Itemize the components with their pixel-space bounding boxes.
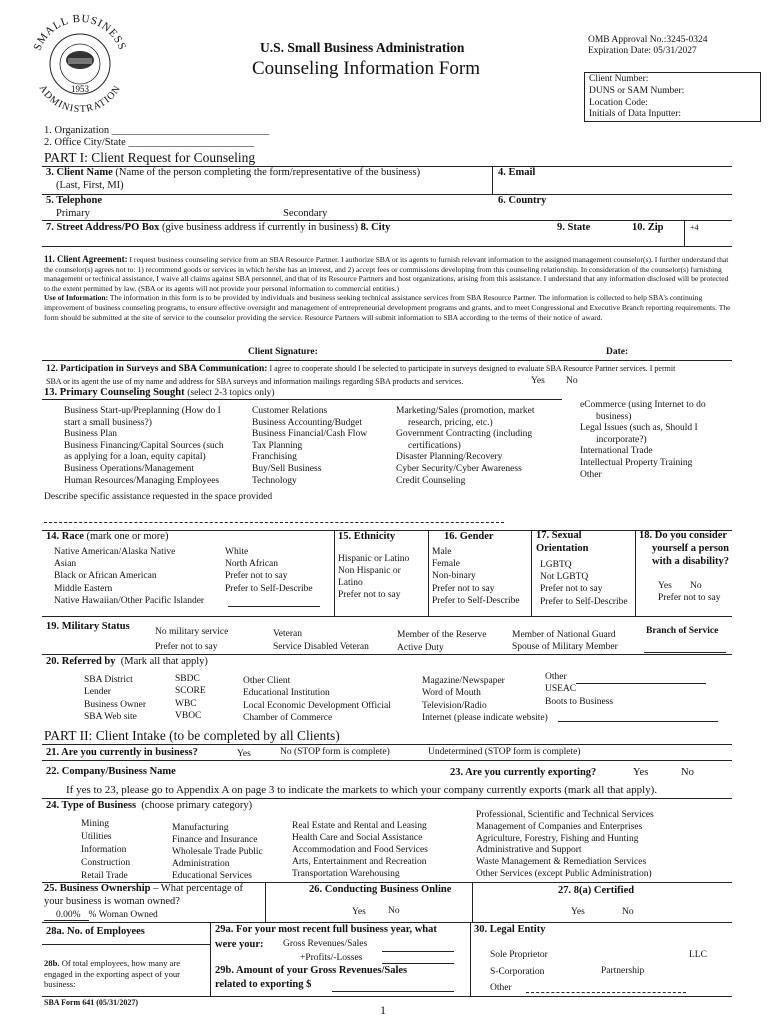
q10-zip-ext[interactable]: +4 [690, 223, 699, 232]
q30-s-corporation[interactable]: S-Corporation [490, 967, 545, 977]
q14-label: 14. Race [46, 531, 84, 542]
q19-prefer[interactable]: Prefer not to say [155, 642, 218, 652]
date-label[interactable]: Date: [606, 347, 629, 357]
q24-col3[interactable]: Real Estate and Rental and Leasing Health Care and Social Assistance Accommodation and Food Services Arts, Entertainment and Recreation Transportation Warehousing [292, 821, 428, 879]
q19-reserve[interactable]: Member of the Reserve [397, 630, 487, 640]
q7-label: 7. Street Address/PO Box [46, 222, 160, 233]
q17-label-a: 17. Sexual [536, 530, 582, 541]
q20-col2[interactable]: SBDC SCORE WBC VBOC [175, 674, 206, 722]
q26-yes[interactable]: Yes [352, 907, 366, 917]
q19-branch-label[interactable]: Branch of Service [646, 626, 719, 636]
q12-text-b: SBA or its agent the use of my name and address for SBA surveys and information mailings regarding SBA products and services. [46, 377, 464, 386]
q5-primary: Primary [56, 208, 90, 219]
q3-label: 3. Client Name [46, 167, 113, 178]
q29a-profit[interactable]: +Profits/-Losses [300, 953, 363, 963]
q18-label-a: 18. Do you consider [639, 530, 728, 541]
q25-text2: your business is woman owned? [44, 896, 180, 907]
q13-col4[interactable]: eCommerce (using Internet to do business) Legal Issues (such as, Should I incorporate?) International Trade Intellectual Property Training Other [580, 400, 706, 480]
sba-seal [24, 8, 136, 116]
q7-text: (give business address if currently in business) [162, 222, 358, 233]
agency-name: U.S. Small Business Administration [260, 40, 465, 55]
form-id: SBA Form 641 (05/31/2027) [44, 998, 138, 1007]
q24-col1[interactable]: Mining Utilities Information Construction Retail Trade [81, 819, 131, 881]
duns-label: DUNS or SAM Number: [589, 86, 685, 96]
q20-label: 20. Referred by [46, 656, 116, 667]
q23-no[interactable]: No [681, 767, 694, 778]
q18-label-b: yourself a person [652, 543, 729, 554]
q20-col5[interactable]: Other USEAC Boots to Business [545, 672, 614, 707]
q24-col2[interactable]: Manufacturing Finance and Insurance Wholesale Trade Public Administration Educational Services [172, 823, 263, 881]
expiration-date: Expiration Date: 05/31/2027 [588, 46, 697, 56]
q29a-label: 29a. For your most recent full business year, what [215, 924, 437, 935]
q3-sub: (Last, First, MI) [56, 180, 124, 191]
q12-no[interactable]: No [566, 376, 578, 386]
q24-label: 24. Type of Business [46, 800, 137, 811]
q5-telephone-label[interactable]: 5. Telephone [46, 195, 103, 206]
q19-active-duty[interactable]: Active Duty [397, 643, 444, 653]
q26-label: 26. Conducting Business Online [309, 884, 452, 895]
q21-label: 21. Are you currently in business? [46, 747, 198, 758]
office-use-box [584, 72, 761, 122]
q15-label: 15. Ethnicity [338, 531, 396, 542]
data-inputter-label: Initials of Data Inputter: [589, 109, 682, 119]
q19-spouse[interactable]: Spouse of Military Member [512, 642, 618, 652]
q20-col4[interactable]: Magazine/Newspaper Word of Mouth Television/Radio Internet (please indicate website) [422, 676, 548, 724]
q8-city-label[interactable]: 8. City [360, 222, 391, 233]
q27-yes[interactable]: Yes [571, 907, 585, 917]
client-signature-label[interactable]: Client Signature: [248, 347, 318, 357]
q3-text: (Name of the person completing the form/representative of the business) [115, 167, 421, 178]
q25-suffix: % Woman Owned [88, 910, 158, 920]
q14-col2[interactable]: White North African Prefer not to say Prefer to Self-Describe [225, 547, 313, 594]
q25-text: – What percentage of [153, 883, 244, 894]
part1-title: PART I: Client Request for Counseling [44, 150, 256, 165]
q19-no-service[interactable]: No military service [155, 627, 229, 637]
q15-options[interactable]: Hispanic or Latino Non Hispanic or Latino Prefer not to say [338, 554, 410, 600]
q18-label-c: with a disability? [652, 556, 730, 567]
client-number-label: Client Number: [589, 74, 649, 84]
q13-col1[interactable]: Business Start-up/Preplanning (How do I start a small business?) Business Plan Business Financing/Capital Sources (such as applying for a loan, equity capital) Business Operations/Management Human Resources/Managing Employees [64, 406, 224, 486]
q13-label: 13. Primary Counseling Sought [44, 387, 185, 398]
q27-label: 27. 8(a) Certified [558, 885, 635, 896]
q13-describe: Describe specific assistance requested in the space provided [44, 492, 273, 502]
q14-hint: (mark one or more) [86, 531, 169, 542]
q5-secondary: Secondary [283, 208, 328, 219]
q21-no[interactable]: No (STOP form is complete) [280, 747, 390, 757]
q21-undetermined[interactable]: Undetermined (STOP form is complete) [428, 747, 581, 757]
q30-other[interactable]: Other [490, 983, 512, 993]
q19-label: 19. Military Status [46, 621, 130, 632]
q30-llc[interactable]: LLC [689, 950, 707, 960]
q12-text-a: I agree to cooperate should I be selected to participate in surveys designed to evaluate SBA Resource Partner services. I permit [269, 364, 676, 373]
q29a-gross[interactable]: Gross Revenues/Sales [283, 939, 368, 949]
q18-prefer[interactable]: Prefer not to say [658, 593, 721, 603]
q10-zip-label[interactable]: 10. Zip [632, 222, 664, 233]
q29a-label-2: were your: [215, 939, 264, 950]
q6-country-label[interactable]: 6. Country [498, 195, 547, 206]
q13-hint: (select 2-3 topics only) [187, 388, 275, 398]
q24-col4[interactable]: Professional, Scientific and Technical Services Management of Companies and Enterprises Agriculture, Forestry, Fishing and Hunting Administrative and Support Waste Management & Remediation Services Other Services (except Public Administration) [476, 810, 654, 879]
q16-options[interactable]: Male Female Non-binary Prefer not to say Prefer to Self-Describe [432, 547, 520, 606]
q19-national-guard[interactable]: Member of National Guard [512, 630, 616, 640]
q25-percent-value[interactable]: 0.00% [44, 910, 89, 921]
q28a-label[interactable]: 28a. No. of Employees [46, 926, 145, 937]
q29b-label-2[interactable]: related to exporting $ [215, 979, 312, 990]
form-title: Counseling Information Form [252, 58, 480, 79]
office-city-state-field[interactable]: 2. Office City/State ________________________ [44, 137, 255, 148]
page-number: 1 [380, 1003, 386, 1017]
q26-no[interactable]: No [388, 906, 400, 916]
q18-yes[interactable]: Yes [658, 581, 672, 591]
q4-email-label[interactable]: 4. Email [498, 167, 536, 178]
q12-label: 12. Participation in Surveys and SBA Communication: [46, 364, 268, 374]
q20-col1[interactable]: SBA District Lender Business Owner SBA Web site [84, 675, 147, 723]
q18-no[interactable]: No [690, 581, 702, 591]
q20-hint: (Mark all that apply) [120, 656, 208, 667]
q30-label: 30. Legal Entity [474, 924, 546, 935]
q22-label[interactable]: 22. Company/Business Name [46, 766, 176, 777]
q16-label: 16. Gender [444, 531, 494, 542]
q14-col1[interactable]: Native American/Alaska Native Asian Black or African American Middle Eastern Native Hawaiian/Other Pacific Islander [54, 547, 205, 606]
q23-note: If yes to 23, please go to Appendix A on page 3 to indicate the markets to which your company currently exports (mark all that apply). [66, 784, 658, 796]
q13-col3[interactable]: Marketing/Sales (promotion, market research, pricing, etc.) Government Contracting (including certifications) Disaster Planning/Recovery Cyber Security/Cyber Awareness Credit Counseling [396, 406, 535, 486]
q24-hint: (choose primary category) [141, 800, 253, 811]
location-code-label: Location Code: [589, 98, 648, 108]
seal-top-text: SMALL BUSINESS [31, 12, 129, 53]
q11-agreement-text: 11. Client Agreement: I request business counseling service from an SBA Resource Partner. I authorize SBA or its agents to furnish relevant information to the assigned management counselor(s). I further understand that the counselor(s) agrees not to: 1) recommend goods or services in which he/she has an interest, and 2) accept fees or commissions developing from this counseling relationship. In consideration of the counselor(s) furnishing management or technical assistance, I waive all claims against SBA personnel, and that of its Resource Partners and host organizations, arising from this assistance. I understand that any information disclosed will be protected to the extent permitted by law. (SBA or its agents will not provide your personal information to commercial entities.) Use of Information: The information in this form is to be provided by individuals and business seeking technical assistance services from SBA Resource Partner. The information is collected to help SBA's continuing improvement of business counseling programs, to ensure effective oversight and management of entrepreneurial development programs and grants, and to meet Congressional and Executive Branch reporting requirements. The form should be submitted at the site of service to the counselor providing the service. Resource Partners will submit information to SBA according to the terms of their notice of award. [44, 254, 731, 322]
q28b-text[interactable]: 28b. Of total employees, how many are engaged in the exporting aspect of your business: [44, 958, 181, 990]
q19-disabled-veteran[interactable]: Service Disabled Veteran [273, 642, 369, 652]
q25-label: 25. Business Ownership [44, 883, 151, 894]
q20-col3[interactable]: Other Client Educational Institution Local Economic Development Official Chamber of Commerce [243, 676, 391, 724]
seal-year: 1953 [71, 84, 89, 94]
seal-bottom-text: ADMINISTRATION [36, 83, 124, 116]
q9-state-label[interactable]: 9. State [557, 222, 591, 233]
q21-yes[interactable]: Yes [237, 749, 251, 759]
q30-partnership[interactable]: Partnership [601, 966, 645, 976]
q13-col2[interactable]: Customer Relations Business Accounting/Budget Business Financial/Cash Flow Tax Planning Franchising Buy/Sell Business Technology [252, 406, 368, 486]
q17-label-b: Orientation [536, 543, 589, 554]
q23-label: 23. Are you currently exporting? [450, 767, 597, 778]
q30-sole-proprietor[interactable]: Sole Proprietor [490, 950, 548, 960]
omb-number: OMB Approval No.:3245-0324 [588, 35, 708, 45]
q12-yes[interactable]: Yes [531, 376, 545, 386]
organization-field[interactable]: 1. Organization ______________________________ [44, 125, 270, 136]
part2-title: PART II: Client Intake (to be completed by all Clients) [44, 728, 340, 743]
q23-yes[interactable]: Yes [633, 767, 649, 778]
q27-no[interactable]: No [622, 907, 634, 917]
q17-options[interactable]: LGBTQ Not LGBTQ Prefer not to say Prefer to Self-Describe [540, 560, 628, 607]
q13-describe-line[interactable] [44, 522, 504, 523]
q19-veteran[interactable]: Veteran [273, 629, 303, 639]
q29b-label: 29b. Amount of your Gross Revenues/Sales [215, 965, 408, 976]
